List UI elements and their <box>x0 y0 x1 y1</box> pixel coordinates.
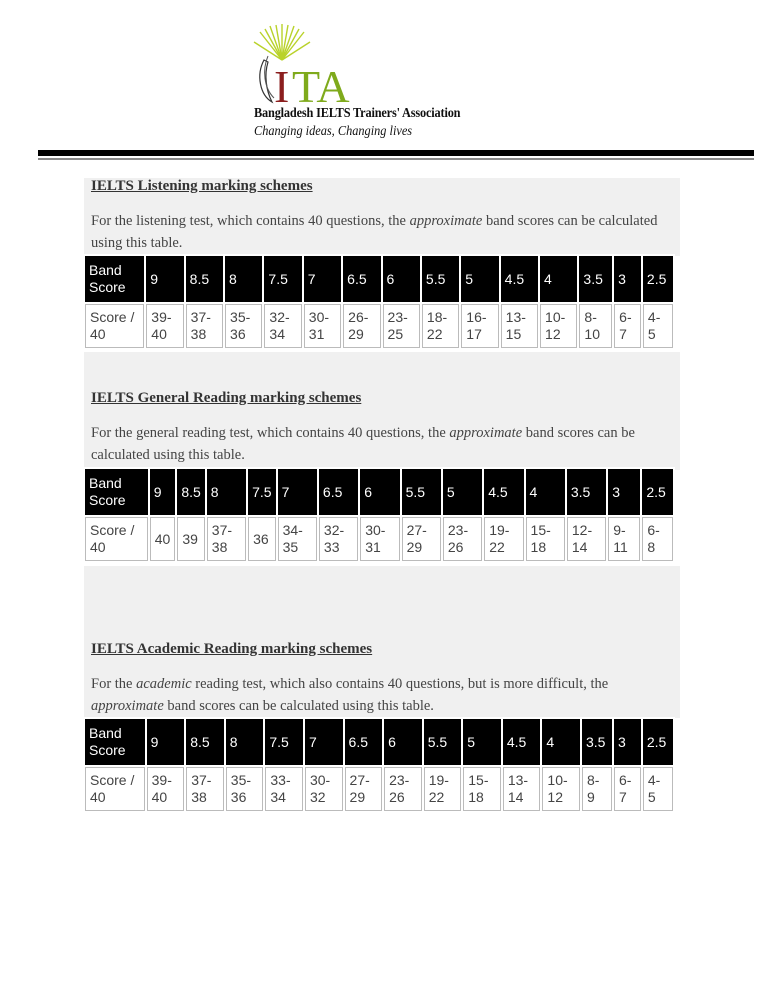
row-label: Score / 40 <box>85 517 148 561</box>
score-cell: 27- 29 <box>402 517 441 561</box>
band-cell: 3 <box>614 719 641 765</box>
band-cell: 8 <box>207 469 246 515</box>
section-title: IELTS Academic Reading marking schemes <box>91 641 373 657</box>
score-cell: 36 <box>248 517 275 561</box>
score-cell: 15- 18 <box>463 767 501 811</box>
band-cell: 4 <box>540 256 577 302</box>
header-divider <box>38 150 754 156</box>
band-cell: 2.5 <box>643 719 673 765</box>
band-cell: 2.5 <box>642 469 673 515</box>
band-cell: 4.5 <box>501 256 538 302</box>
band-cell: 7 <box>278 469 317 515</box>
band-cell: 9 <box>146 256 183 302</box>
band-cell: 3.5 <box>579 256 612 302</box>
academic-reading-table <box>83 717 675 813</box>
section-description: For the academic reading test, which also contains 40 questions, but is more difficult, the approximate band scores can be calculated using this table. <box>91 676 609 714</box>
score-cell: 15- 18 <box>526 517 565 561</box>
listening-section <box>84 178 680 256</box>
band-row <box>85 719 673 765</box>
score-cell: 27- 29 <box>345 767 383 811</box>
score-row <box>85 767 673 811</box>
score-cell: 13- 14 <box>503 767 541 811</box>
score-cell: 39- 40 <box>147 767 185 811</box>
row-label: Score / 40 <box>85 304 144 348</box>
band-cell: 8 <box>226 719 264 765</box>
tagline: Changing ideas, Changing lives <box>254 124 413 139</box>
band-cell: 9 <box>147 719 185 765</box>
row-label: Score / 40 <box>85 767 145 811</box>
section-description: For the listening test, which contains 40 questions, the approximate band scores can be calculated using this table. <box>91 213 658 251</box>
section-description: For the general reading test, which contains 40 questions, the approximate band scores can be calculated using this table. <box>91 425 635 463</box>
score-cell: 19- 22 <box>484 517 523 561</box>
academic-reading-section <box>84 566 680 718</box>
band-cell: 8.5 <box>177 469 204 515</box>
band-cell: 3.5 <box>582 719 612 765</box>
score-cell: 10- 12 <box>542 767 580 811</box>
score-cell: 9- 11 <box>608 517 640 561</box>
bita-logo <box>250 20 510 145</box>
score-cell: 33- 34 <box>265 767 303 811</box>
general-reading-table <box>83 467 675 563</box>
org-name: Bangladesh IELTS Trainers' Association <box>254 106 461 121</box>
band-cell: 3 <box>614 256 641 302</box>
row-label: Band Score <box>85 469 148 515</box>
svg-text:TA: TA <box>292 61 350 110</box>
band-cell: 7 <box>304 256 341 302</box>
band-cell: 8.5 <box>186 719 224 765</box>
score-cell: 30- 31 <box>304 304 341 348</box>
band-cell: 7.5 <box>265 719 303 765</box>
band-cell: 5 <box>443 469 482 515</box>
svg-text:I: I <box>274 61 290 110</box>
score-cell: 34- 35 <box>278 517 317 561</box>
score-cell: 32- 33 <box>319 517 358 561</box>
score-cell: 35- 36 <box>225 304 262 348</box>
band-cell: 7.5 <box>248 469 275 515</box>
score-cell: 16- 17 <box>461 304 498 348</box>
band-cell: 8 <box>225 256 262 302</box>
band-cell: 4 <box>542 719 580 765</box>
score-cell: 35- 36 <box>226 767 264 811</box>
score-cell: 6- 7 <box>614 767 641 811</box>
band-cell: 5 <box>461 256 498 302</box>
score-cell: 10- 12 <box>540 304 577 348</box>
score-cell: 23- 25 <box>383 304 420 348</box>
score-cell: 18- 22 <box>422 304 459 348</box>
band-cell: 5.5 <box>402 469 441 515</box>
score-cell: 30- 31 <box>360 517 399 561</box>
band-row <box>85 469 673 515</box>
score-row <box>85 517 673 561</box>
band-cell: 4.5 <box>484 469 523 515</box>
score-cell: 37- 38 <box>186 304 223 348</box>
score-cell: 13- 15 <box>501 304 538 348</box>
score-cell: 4- 5 <box>643 304 673 348</box>
general-reading-section <box>84 352 680 470</box>
score-cell: 19- 22 <box>424 767 462 811</box>
sunburst-logo-icon <box>250 20 390 110</box>
band-cell: 3.5 <box>567 469 606 515</box>
score-cell: 32- 34 <box>264 304 301 348</box>
score-cell: 4- 5 <box>643 767 673 811</box>
section-title: IELTS General Reading marking schemes <box>91 390 362 406</box>
score-cell: 23- 26 <box>443 517 482 561</box>
score-cell: 8- 10 <box>579 304 612 348</box>
section-title: IELTS Listening marking schemes <box>91 178 313 194</box>
score-cell: 39- 40 <box>146 304 183 348</box>
score-row <box>85 304 673 348</box>
score-cell: 37- 38 <box>207 517 246 561</box>
band-cell: 2.5 <box>643 256 673 302</box>
score-cell: 26- 29 <box>343 304 380 348</box>
band-row <box>85 256 673 302</box>
band-cell: 6.5 <box>319 469 358 515</box>
score-cell: 40 <box>150 517 176 561</box>
row-label: Band Score <box>85 256 144 302</box>
listening-table <box>83 254 675 350</box>
band-cell: 3 <box>608 469 640 515</box>
band-cell: 7 <box>305 719 343 765</box>
score-cell: 6- 8 <box>642 517 673 561</box>
score-cell: 23- 26 <box>384 767 422 811</box>
score-cell: 37- 38 <box>186 767 224 811</box>
score-cell: 8- 9 <box>582 767 612 811</box>
band-cell: 7.5 <box>264 256 301 302</box>
band-cell: 4 <box>526 469 565 515</box>
score-cell: 12- 14 <box>567 517 606 561</box>
row-label: Band Score <box>85 719 145 765</box>
band-cell: 9 <box>150 469 176 515</box>
band-cell: 4.5 <box>503 719 541 765</box>
band-cell: 5.5 <box>422 256 459 302</box>
band-cell: 6 <box>384 719 422 765</box>
band-cell: 5 <box>463 719 501 765</box>
band-cell: 6 <box>360 469 399 515</box>
band-cell: 8.5 <box>186 256 223 302</box>
band-cell: 5.5 <box>424 719 462 765</box>
score-cell: 6- 7 <box>614 304 641 348</box>
header-divider-thin <box>38 158 754 160</box>
score-cell: 30- 32 <box>305 767 343 811</box>
band-cell: 6.5 <box>345 719 383 765</box>
score-cell: 39 <box>177 517 204 561</box>
band-cell: 6.5 <box>343 256 380 302</box>
band-cell: 6 <box>383 256 420 302</box>
